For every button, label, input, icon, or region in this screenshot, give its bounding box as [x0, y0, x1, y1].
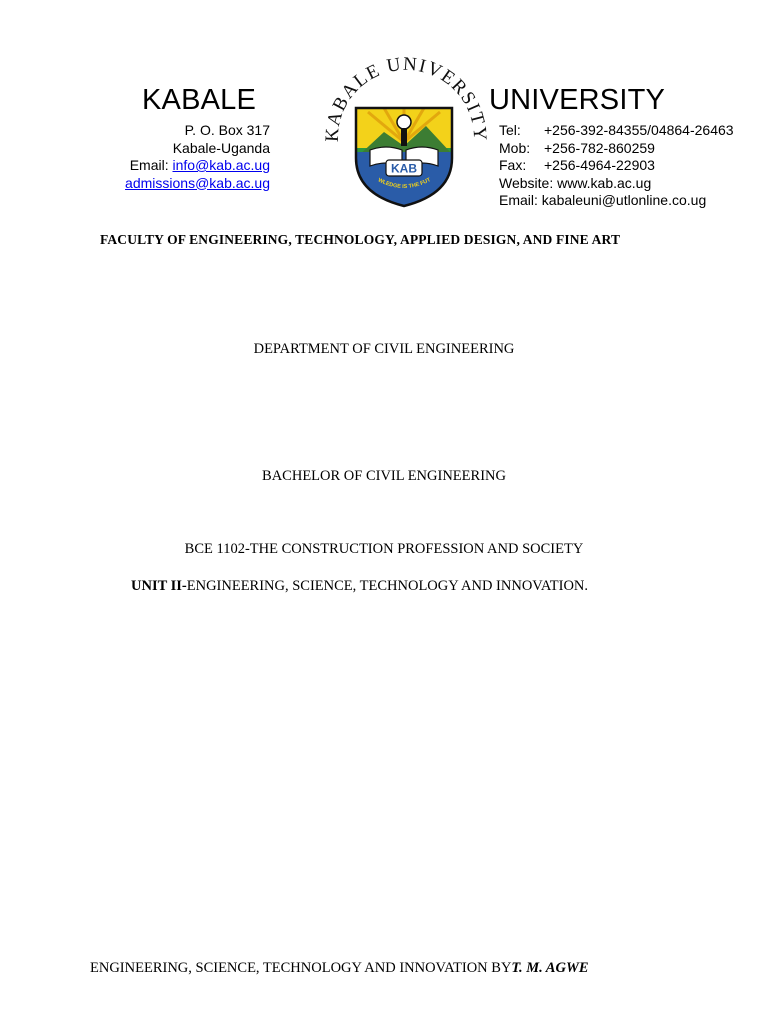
mob-row	[499, 140, 759, 158]
department-line: DEPARTMENT OF CIVIL ENGINEERING	[253, 341, 515, 357]
header-university-word: UNIVERSITY	[489, 84, 666, 116]
right-contact-block	[499, 122, 759, 210]
logo-arc-textpath: KABALE UNIVERSITY	[321, 53, 490, 143]
info-email-link[interactable]: info@kab.ac.ug	[172, 157, 270, 173]
logo-motto-textpath: WLEDGE IS THE FUT	[376, 177, 432, 191]
unit-title: ENGINEERING, SCIENCE, TECHNOLOGY AND INNOVATION.	[186, 578, 589, 594]
logo-kab-text: KAB	[391, 161, 417, 176]
fax-row	[499, 157, 759, 175]
email-label: Email:	[129, 157, 169, 173]
header-kabale-word: KABALE	[142, 84, 257, 116]
tel-row	[499, 122, 759, 140]
website-text: Website: www.kab.ac.ug	[499, 174, 652, 191]
footer-title: ENGINEERING, SCIENCE, TECHNOLOGY AND INNOVATION BY	[90, 960, 512, 976]
mob-value: +256-782-860259	[544, 139, 655, 156]
fax-label: Fax:	[499, 157, 527, 173]
logo-svg	[318, 46, 490, 218]
programme-line: BACHELOR OF CIVIL ENGINEERING	[262, 468, 506, 484]
faculty-heading: FACULTY OF ENGINEERING, TECHNOLOGY, APPLIED DESIGN, AND FINE ART	[100, 232, 621, 247]
unit-prefix: UNIT II-	[131, 578, 187, 594]
pobox-text: P. O. Box 317	[184, 122, 270, 138]
mob-label: Mob:	[499, 139, 531, 156]
admissions-email-link[interactable]: admissions@kab.ac.ug	[125, 174, 270, 191]
tel-value: +256-392-84355/04864-26463	[544, 122, 734, 138]
contact-email-text: Email: kabaleuni@utlonline.co.ug	[499, 192, 707, 208]
course-line: BCE 1102-THE CONSTRUCTION PROFESSION AND SOCIETY	[184, 541, 584, 557]
fax-value: +256-4964-22903	[544, 157, 655, 173]
tel-label: Tel:	[499, 122, 521, 138]
footer-author: T. M. AGWE	[511, 960, 589, 976]
city-text: Kabale-Uganda	[172, 139, 270, 156]
email-row	[90, 157, 270, 175]
unit-line	[131, 578, 588, 595]
left-contact-block	[90, 122, 270, 192]
footer-line	[90, 960, 589, 977]
university-logo	[318, 46, 490, 218]
